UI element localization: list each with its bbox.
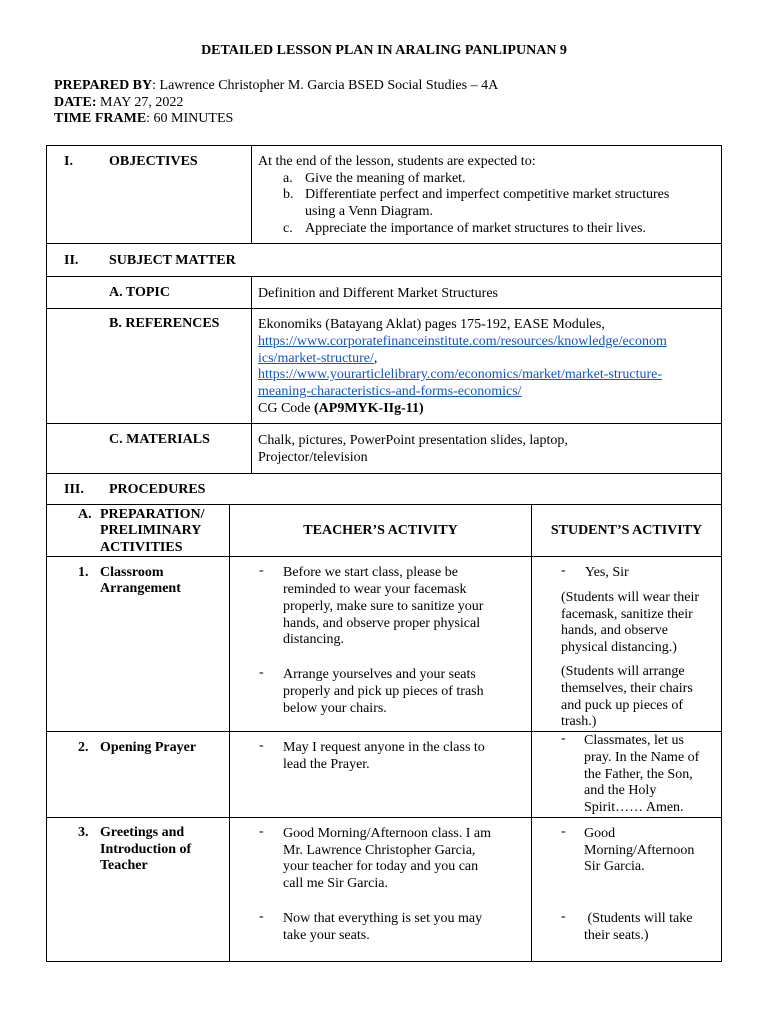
prepared-by: PREPARED BY: Lawrence Christopher M. Garcia BSED Social Studies – 4A	[54, 78, 499, 93]
objective-letter: c.	[283, 221, 293, 236]
reference-link-1-cont[interactable]: ics/market-structure/,	[258, 351, 378, 366]
objectives-heading: OBJECTIVES	[109, 154, 198, 169]
bullet-dash: -	[561, 731, 566, 746]
references-label: B. REFERENCES	[109, 316, 220, 331]
teacher-text: Now that everything is set you may	[283, 911, 483, 926]
teacher-text: hands, and observe proper physical	[283, 616, 481, 631]
student-text: Spirit…… Amen.	[584, 800, 684, 815]
objective-item: Give the meaning of market.	[305, 171, 466, 186]
student-text: Yes, Sir	[585, 565, 629, 580]
date: DATE: MAY 27, 2022	[54, 95, 184, 110]
student-text: (Students will take	[584, 911, 693, 926]
procedures-numeral: III.	[64, 482, 84, 497]
materials-line-2: Projector/television	[258, 450, 368, 465]
student-text: Morning/Afternoon	[584, 843, 695, 858]
materials-line-1: Chalk, pictures, PowerPoint presentation slides, laptop,	[258, 433, 568, 448]
teacher-text: Before we start class, please be	[283, 565, 458, 580]
row-label: Arrangement	[100, 581, 181, 596]
objective-item: Differentiate perfect and imperfect competitive market structures	[305, 187, 670, 202]
row-number: 1.	[78, 565, 89, 580]
teacher-text: properly and pick up pieces of trash	[283, 684, 484, 699]
row-label: Greetings and	[100, 825, 185, 840]
cg-code: CG Code (AP9MYK-IIg-11)	[258, 401, 424, 416]
teacher-text: May I request anyone in the class to	[283, 740, 485, 755]
objective-letter: b.	[283, 187, 294, 202]
student-text: Good	[584, 826, 616, 841]
teacher-text: Mr. Lawrence Christopher Garcia,	[283, 843, 476, 858]
bullet-dash: -	[561, 909, 566, 924]
prep-letter: A.	[78, 507, 92, 522]
student-text: (Students will wear their	[561, 590, 700, 605]
page-title: DETAILED LESSON PLAN IN ARALING PANLIPUNAN 9	[201, 43, 567, 58]
student-text: and puck up pieces of	[561, 698, 684, 713]
student-text: facemask, sanitize their	[561, 607, 693, 622]
objective-item: Appreciate the importance of market structures to their lives.	[305, 221, 646, 236]
row-number: 3.	[78, 825, 89, 840]
bullet-dash: -	[259, 824, 264, 839]
bullet-dash: -	[259, 665, 264, 680]
teacher-text: distancing.	[283, 632, 345, 647]
student-text: and the Holy	[584, 783, 657, 798]
student-text: physical distancing.)	[561, 640, 677, 655]
bullet-dash: -	[561, 824, 566, 839]
student-text: the Father, the Son,	[584, 767, 693, 782]
teacher-text: lead the Prayer.	[283, 757, 370, 772]
bullet-dash: -	[259, 909, 264, 924]
teacher-text: your teacher for today and you can	[283, 859, 479, 874]
teacher-text: Arrange yourselves and your seats	[283, 667, 476, 682]
teacher-text: reminded to wear your facemask	[283, 582, 467, 597]
bullet-dash: -	[259, 563, 264, 578]
bullet-dash: -	[259, 738, 264, 753]
subject-heading: SUBJECT MATTER	[109, 253, 236, 268]
teacher-text: properly, make sure to sanitize your	[283, 599, 484, 614]
student-text: pray. In the Name of	[584, 750, 700, 765]
topic-label: A. TOPIC	[109, 285, 170, 300]
teacher-activity-header: TEACHER’S ACTIVITY	[303, 523, 458, 538]
teacher-text: Good Morning/Afternoon class. I am	[283, 826, 492, 841]
reference-link-2[interactable]: https://www.yourarticlelibrary.com/economics/market/market-structure-	[258, 367, 663, 382]
materials-label: C. MATERIALS	[109, 432, 210, 447]
objective-letter: a.	[283, 171, 293, 186]
row-label: Teacher	[100, 858, 148, 873]
reference-link-1[interactable]: https://www.corporatefinanceinstitute.com/resources/knowledge/econom	[258, 334, 667, 349]
teacher-text: below your chairs.	[283, 701, 387, 716]
subject-numeral: II.	[64, 253, 79, 268]
row-label: Classroom	[100, 565, 164, 580]
references-text: Ekonomiks (Batayang Aklat) pages 175-192, EASE Modules,	[258, 317, 605, 332]
time-frame: TIME FRAME: 60 MINUTES	[54, 111, 234, 126]
student-text: themselves, their chairs	[561, 681, 693, 696]
teacher-text: call me Sir Garcia.	[283, 876, 388, 891]
reference-link-2-cont[interactable]: meaning-characteristics-and-forms-economics/	[258, 384, 522, 399]
objective-item-cont: using a Venn Diagram.	[305, 204, 434, 219]
student-text: Classmates, let us	[584, 733, 684, 748]
topic-value: Definition and Different Market Structures	[258, 286, 499, 301]
student-text: (Students will arrange	[561, 664, 685, 679]
objectives-numeral: I.	[64, 154, 73, 169]
row-number: 2.	[78, 740, 89, 755]
bullet-dash: -	[561, 563, 566, 578]
row-label: Introduction of	[100, 842, 192, 857]
prep-line: PRELIMINARY	[100, 523, 202, 538]
prep-line: ACTIVITIES	[100, 540, 183, 555]
student-text: Sir Garcia.	[584, 859, 645, 874]
student-text: their seats.)	[584, 928, 649, 943]
objectives-intro: At the end of the lesson, students are expected to:	[258, 154, 536, 169]
student-text: trash.)	[561, 714, 597, 729]
prep-line: PREPARATION/	[100, 507, 205, 522]
teacher-text: take your seats.	[283, 928, 370, 943]
student-text: hands, and observe	[561, 623, 668, 638]
student-activity-header: STUDENT’S ACTIVITY	[550, 523, 703, 538]
row-label: Opening Prayer	[100, 740, 197, 755]
procedures-heading: PROCEDURES	[109, 482, 206, 497]
